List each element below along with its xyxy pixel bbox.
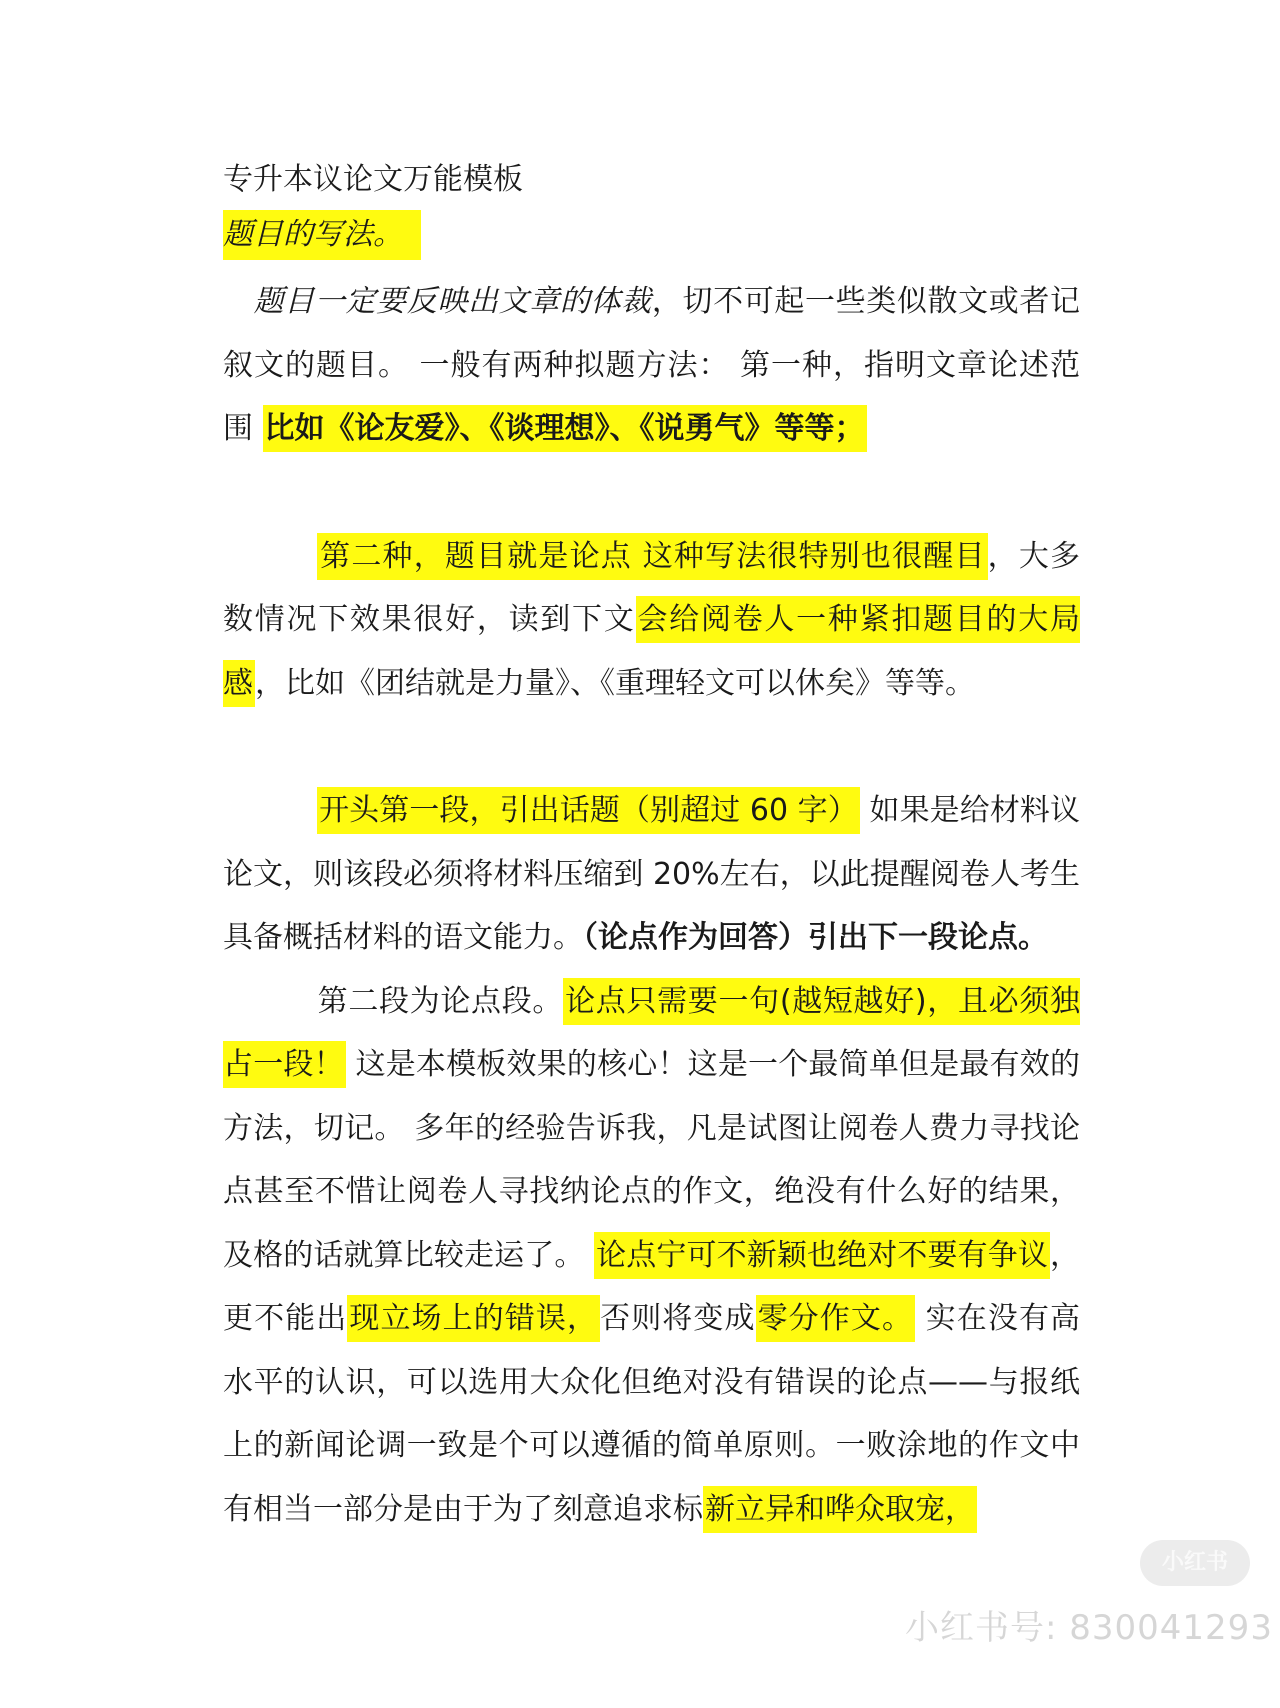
plain-text: ，更不能出: [223, 1237, 1080, 1336]
highlighted-text: 论点宁可不新颖也绝对不要有争议: [594, 1232, 1050, 1279]
section-heading: 题目的写法。: [223, 210, 421, 260]
highlighted-text: 会给阅卷人一种紧扣题目的大局感: [223, 596, 1080, 707]
paragraph-title-intro: [223, 270, 1080, 461]
document-title: 专升本议论文万能模板: [223, 162, 523, 197]
paragraph-thesis: [223, 970, 1080, 1542]
italic-text: 题目一定要反映出文章的体裁: [253, 284, 652, 319]
highlighted-text: 第二种，题目就是论点 这种写法很特别也很醒目: [317, 533, 988, 580]
plain-text: ，大多数情况下效果很好，读到下文: [223, 538, 1080, 637]
highlighted-text: 现立场上的错误，: [347, 1295, 600, 1342]
plain-text: 这是本模板效果的核心！这是一个最简单但是最有效的方法，切记。 多年的经验告诉我，凡是试图让阅卷人费力寻找论点甚至不惜让阅卷人寻找纳论点的作文，绝没有什么好的结果，及格的话就算比较走运了。: [223, 1047, 1080, 1273]
section-heading-wrap: [223, 210, 1080, 260]
bold-text: （论点作为回答）引出下一段论点。: [583, 920, 1048, 955]
highlighted-text: 零分作文。: [756, 1295, 915, 1342]
paragraph-opening: [223, 779, 1080, 970]
plain-text: 如果是给材料议论文，则该段必须将材料压缩到 20%左右，以此提醒阅卷人考生具备概括材料的语文能力。: [223, 793, 1080, 955]
plain-text: ，比如《团结就是力量》、《重理轻文可以休矣》等等。: [255, 665, 975, 701]
highlighted-text: 开头第一段，引出话题（别超过 60 字）: [317, 787, 860, 834]
plain-text: 实在没有高水平的认识，可以选用大众化但绝对没有错误的论点——与报纸上的新闻论调一致是个可以遵循的简单原则。一败涂地的作文中有相当一部分是由于为了刻意追求标: [223, 1301, 1081, 1527]
watermark-badge: 小红书: [1140, 1540, 1250, 1586]
highlighted-text: 论点只需要一句(越短越好)，且必须独占一段！: [223, 978, 1080, 1089]
document-page: [223, 150, 1080, 1541]
plain-text: 第二段为论点段。: [317, 983, 564, 1019]
plain-text: 否则将变成: [600, 1301, 756, 1336]
highlighted-text: 比如《论友爱》、《谈理想》、《说勇气》等等；: [263, 405, 867, 452]
paragraph-gap: [223, 715, 1080, 779]
paragraph-second-type: [223, 525, 1080, 716]
watermark-text: 小红书号: 830041293: [905, 1608, 1273, 1648]
plain-text: ，切不可起一些类似散文或者记叙文的题目。 一般有两种拟题方法： 第一种，指明文章论述范围: [223, 284, 1081, 446]
highlighted-text: 新立异和哗众取宠，: [703, 1486, 977, 1533]
paragraph-gap: [223, 461, 1080, 525]
